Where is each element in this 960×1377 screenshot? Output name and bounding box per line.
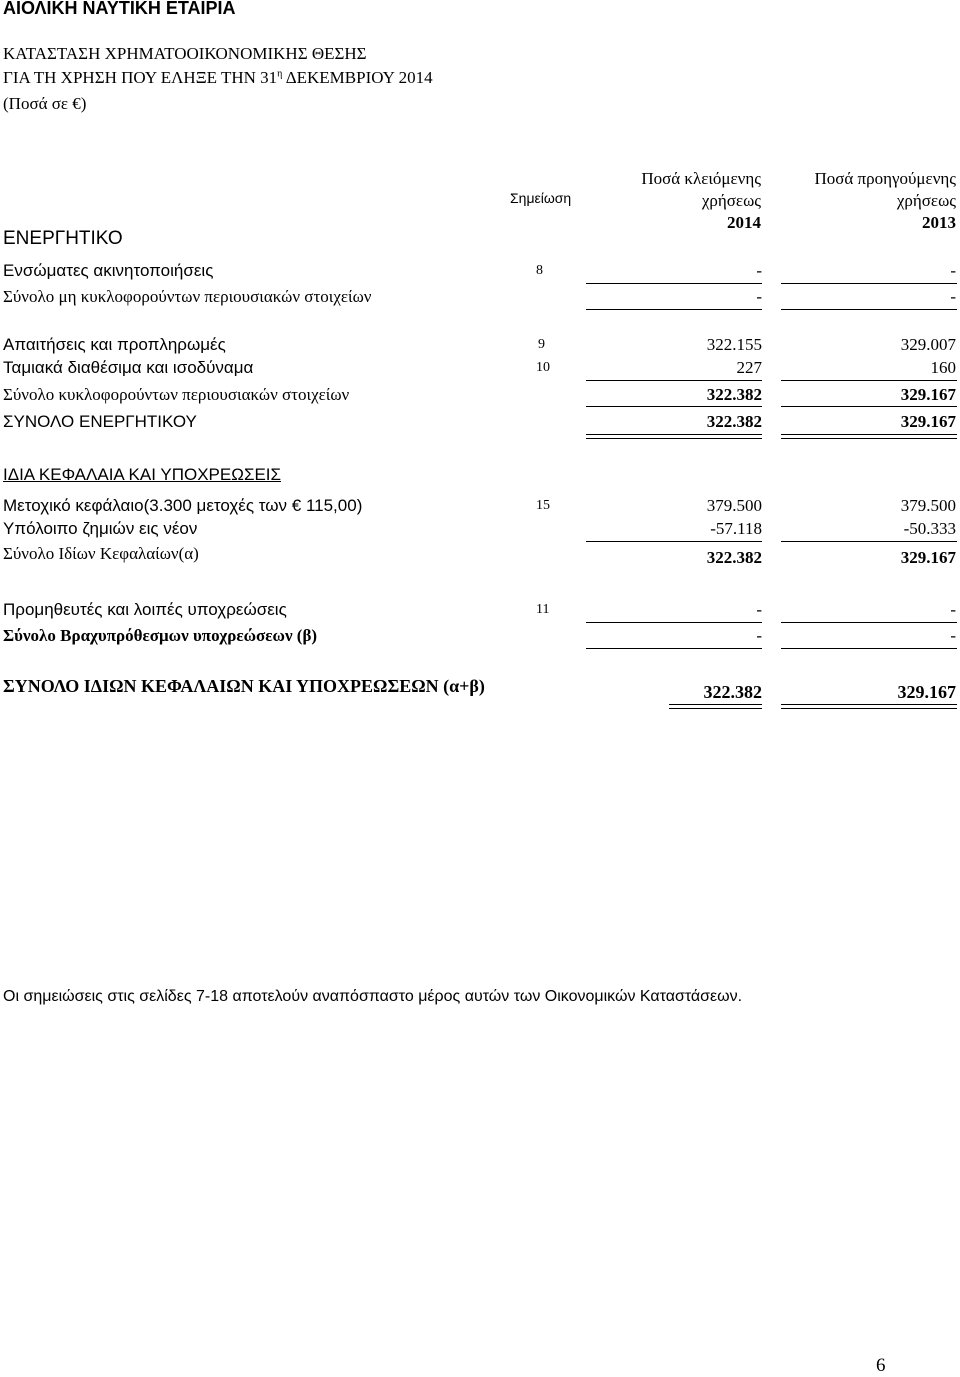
- row-prior: -50.333: [903, 519, 956, 538]
- row-current: 227: [736, 358, 762, 377]
- row-current: 322.382: [706, 385, 762, 404]
- row-label: Υπόλοιπο ζημιών εις νέον: [3, 519, 198, 538]
- underline: [586, 283, 762, 284]
- current-year: 2014: [727, 213, 761, 232]
- row-label: Μετοχικό κεφάλαιο(3.300 μετοχές των € 115,00): [3, 496, 363, 515]
- underline: [586, 622, 762, 623]
- row-current: 322.382: [706, 548, 762, 567]
- total-assets-label: ΣΥΝΟΛΟ ΕΝΕΡΓΗΤΙΚΟΥ: [3, 412, 197, 431]
- page-number: 6: [876, 1355, 886, 1376]
- underline: [781, 648, 957, 649]
- row-current: -: [756, 626, 762, 645]
- row-prior: 329.167: [900, 385, 956, 404]
- row-prior: 379.500: [900, 496, 956, 515]
- report-period: [3, 68, 433, 88]
- row-note: 9: [538, 337, 545, 352]
- prior-header-line2: χρήσεως: [896, 191, 956, 210]
- underline: [586, 541, 762, 542]
- underline: [781, 380, 957, 381]
- period-superscript: η: [277, 68, 283, 80]
- current-year-header: [641, 168, 761, 234]
- current-header-line1: Ποσά κλειόμενης: [641, 169, 761, 188]
- total-equity-liabilities-prior: 329.167: [897, 682, 956, 702]
- underline: [586, 309, 762, 310]
- underline: [781, 309, 957, 310]
- row-note: 11: [536, 602, 550, 617]
- row-prior: -: [950, 287, 956, 306]
- double-underline: [781, 704, 957, 709]
- row-current: -: [756, 600, 762, 619]
- row-current: -: [756, 287, 762, 306]
- row-label: Ενσώματες ακινητοποιήσεις: [3, 261, 214, 280]
- row-label: Σύνολο Βραχυπρόθεσμων υποχρεώσεων (β): [3, 626, 318, 645]
- double-underline: [586, 434, 762, 439]
- row-prior: -: [950, 626, 956, 645]
- underline: [586, 648, 762, 649]
- row-label: Σύνολο Ιδίων Κεφαλαίων(α): [3, 544, 199, 563]
- row-prior: -: [950, 600, 956, 619]
- underline: [781, 541, 957, 542]
- currency-note: (Ποσά σε €): [3, 94, 87, 113]
- row-prior: 160: [930, 358, 956, 377]
- current-header-line2: χρήσεως: [701, 191, 761, 210]
- note-column-header: Σημείωση: [510, 190, 572, 206]
- total-equity-liabilities-current: 322.382: [703, 682, 762, 702]
- row-label: Σύνολο κυκλοφορούντων περιουσιακών στοιχείων: [3, 385, 350, 404]
- company-name: ΑΙΟΛΙΚΗ ΝΑΥΤΙΚΗ ΕΤΑΙΡΙΑ: [3, 0, 236, 18]
- period-prefix: ΓΙΑ ΤΗ ΧΡΗΣΗ ΠΟΥ ΕΛΗΞΕ ΤΗΝ 31: [3, 68, 278, 87]
- underline: [781, 622, 957, 623]
- row-label: Απαιτήσεις και προπληρωμές: [3, 335, 226, 354]
- row-note: 15: [536, 498, 550, 513]
- double-underline: [669, 704, 762, 709]
- row-prior: 329.007: [900, 335, 956, 354]
- row-label: Προμηθευτές και λοιπές υποχρεώσεις: [3, 600, 287, 619]
- report-title: ΚΑΤΑΣΤΑΣΗ ΧΡΗΜΑΤΟΟΙΚΟΝΟΜΙΚΗΣ ΘΕΣΗΣ: [3, 44, 367, 63]
- total-assets-prior: 329.167: [900, 412, 956, 431]
- equity-liabilities-heading: ΙΔΙΑ ΚΕΦΑΛΑΙΑ ΚΑΙ ΥΠΟΧΡΕΩΣΕΙΣ: [3, 465, 282, 484]
- double-underline: [781, 434, 957, 439]
- row-label: Ταμιακά διαθέσιμα και ισοδύναμα: [3, 358, 254, 377]
- assets-heading: ΕΝΕΡΓΗΤΙΚΟ: [3, 228, 123, 249]
- underline: [781, 283, 957, 284]
- row-current: -57.118: [710, 519, 762, 538]
- footnote: Οι σημειώσεις στις σελίδες 7-18 αποτελούν αναπόσπαστο μέρος αυτών των Οικονομικών Καταστάσεων.: [3, 988, 743, 1005]
- underline: [586, 406, 762, 407]
- row-prior: -: [950, 261, 956, 280]
- prior-year-header: [814, 168, 956, 234]
- underline: [781, 406, 957, 407]
- row-current: 379.500: [706, 496, 762, 515]
- prior-year: 2013: [922, 213, 956, 232]
- underline: [586, 380, 762, 381]
- total-assets-current: 322.382: [706, 412, 762, 431]
- prior-header-line1: Ποσά προηγούμενης: [814, 169, 956, 188]
- row-current: -: [756, 261, 762, 280]
- row-note: 10: [536, 360, 550, 375]
- row-current: 322.155: [706, 335, 762, 354]
- total-equity-liabilities-label: ΣΥΝΟΛΟ ΙΔΙΩΝ ΚΕΦΑΛΑΙΩΝ ΚΑΙ ΥΠΟΧΡΕΩΣΕΩΝ (α+β): [3, 676, 485, 696]
- period-suffix: ΔΕΚΕΜΒΡΙΟΥ 2014: [282, 68, 433, 87]
- row-prior: 329.167: [900, 548, 956, 567]
- row-label: Σύνολο μη κυκλοφορούντων περιουσιακών στοιχείων: [3, 287, 372, 306]
- row-note: 8: [536, 263, 543, 278]
